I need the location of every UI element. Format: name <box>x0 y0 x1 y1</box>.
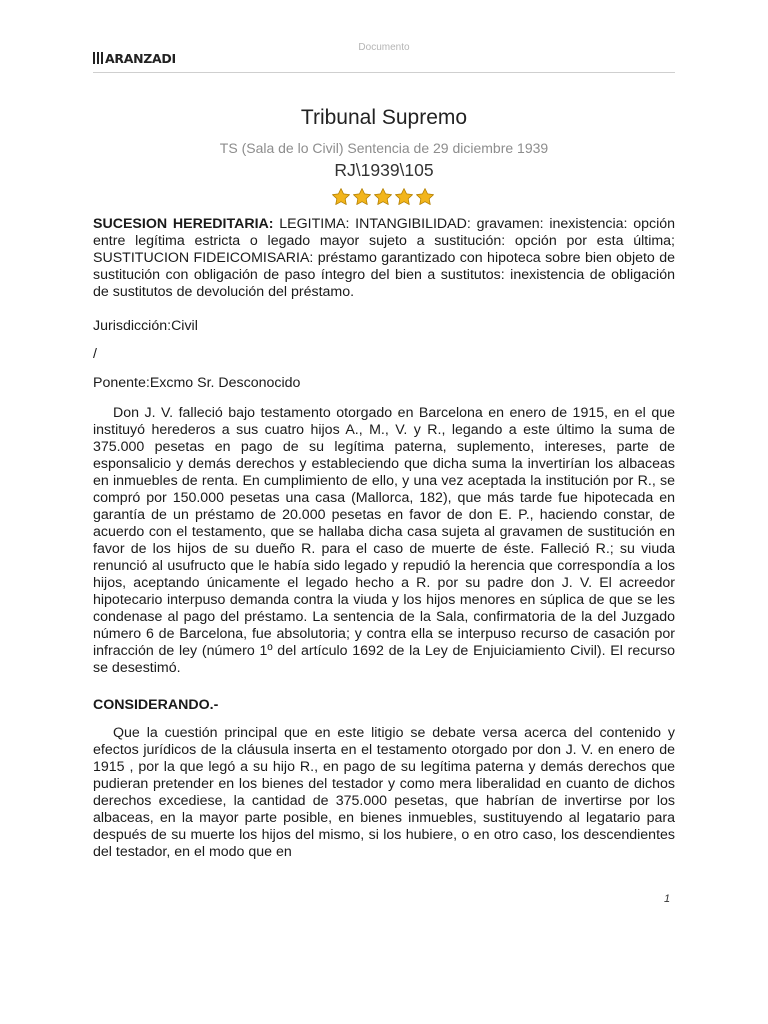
summary-text: LEGITIMA: INTANGIBILIDAD: gravamen: inexistencia: opción entre legítima estricta o legado mayor sujeto a sustitución: opción por esta última; SUSTITUCION FIDEICOMISARIA: préstamo garantizado con hipoteca sobre bien objeto de sustitución con obligación de paso íntegro del bien a sustitutos: inexistencia de obligación de sustitutos de devolución del préstamo. <box>93 216 676 300</box>
ponente-line <box>93 375 675 392</box>
header-divider <box>93 72 675 73</box>
star-icon <box>373 187 393 207</box>
ponente-label: Ponente: <box>93 375 150 391</box>
jurisdiccion-value: Civil <box>171 318 198 334</box>
considerando-heading: CONSIDERANDO.- <box>93 697 219 713</box>
reference-number: RJ\1939\105 <box>334 160 434 180</box>
rating-stars <box>331 187 435 207</box>
star-icon <box>394 187 414 207</box>
separator-slash: / <box>93 346 97 362</box>
star-icon <box>331 187 351 207</box>
logo-text: ARANZADI <box>105 50 176 66</box>
summary-lead: SUCESION HEREDITARIA: <box>93 216 274 232</box>
star-icon <box>415 187 435 207</box>
summary-paragraph <box>93 216 675 301</box>
star-icon <box>352 187 372 207</box>
logo-bars-icon <box>93 52 103 64</box>
considerando-paragraph: Que la cuestión principal que en este litigio se debate versa acerca del contenido y efectos jurídicos de la cláusula inserta en el testamento otorgado por don J. V. en enero de 1915 , por la que legó a su hijo R., en pago de su legítima paterna y demás derechos que pudieran pretender en los bienes del testador y como mera liberalidad en cuanto de dichos derechos excediese, la cantidad de 375.000 pesetas, que habrían de invertirse por los albaceas, en la mayor parte posible, en bienes inmuebles, sustituyendo al legatario para después de su muerte los hijos del mismo, si los hubiere, o en otro caso, los descendientes del testador, en el modo que en <box>93 725 675 860</box>
jurisdiccion-line <box>93 318 675 335</box>
header-label: Documento <box>358 42 410 53</box>
document-subtitle: TS (Sala de lo Civil) Sentencia de 29 diciembre 1939 <box>219 140 549 156</box>
page-number: 1 <box>664 893 671 905</box>
aranzadi-logo <box>93 50 176 66</box>
document-body <box>93 216 675 861</box>
document-title: Tribunal Supremo <box>300 106 468 129</box>
ponente-value: Excmo Sr. Desconocido <box>149 375 301 391</box>
facts-paragraph: Don J. V. falleció bajo testamento otorgado en Barcelona en enero de 1915, en el que instituyó herederos a sus cuatro hijos A., M., V. y R., legando a este último la suma de 375.000 pesetas en pago de su legítima paterna, suplemento, intereses, parte de esponsalicio y demás derechos y estableciendo que dicha suma la invertirían los albaceas en inmuebles de renta. En cumplimiento de ello, y una vez aceptada la institución por R., se compró por 150.000 pesetas una casa (Mallorca, 182), que más tarde fue hipotecada en garantía de un préstamo de 20.000 pesetas en favor de don E. P., haciendo constar, de acuerdo con el testamento, que se hallaba dicha casa sujeta al gravamen de sustitución en favor de los hijos de su dueño R. para el caso de muerte de éste. Falleció R.; su viuda renunció al usufructo que le había sido legado y repudió la herencia que correspondía a los hijos, aceptando únicamente el legado hecho a R. por su padre don J. V. El acreedor hipotecario interpuso demanda contra la viuda y los hijos menores en súplica de que se les condenase al pago del préstamo. La sentencia de la Sala, confirmatoria de la del Juzgado número 6 de Barcelona, fue absolutoria; y contra ella se interpuso recurso de casación por infracción de ley (número 1º del artículo 1692 de la Ley de Enjuiciamiento Civil). El recurso se desestimó. <box>93 405 675 676</box>
jurisdiccion-label: Jurisdicción: <box>93 318 172 334</box>
